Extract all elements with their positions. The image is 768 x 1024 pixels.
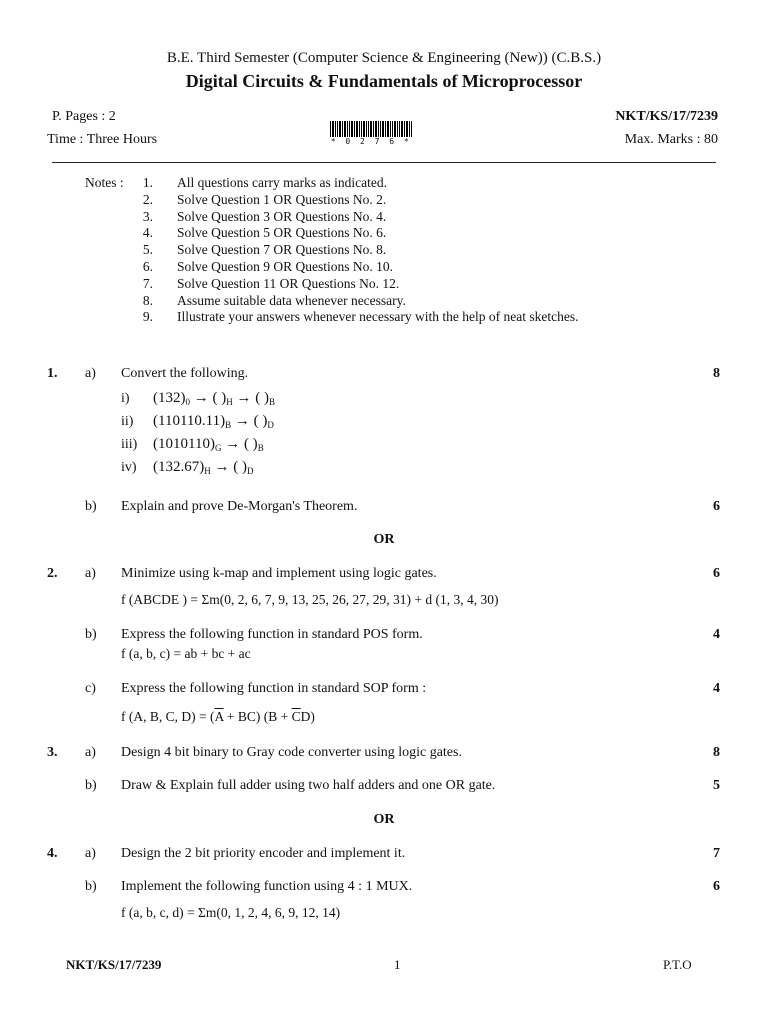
conversion-expression: $(110110.11)_B$ → ( )$_D$ [153,413,274,430]
note-text: Solve Question 11 OR Questions No. 12. [177,275,400,291]
q4a-label: a) [85,846,96,861]
q1b-label: b) [85,499,97,514]
header-divider [52,162,716,163]
note-number: 7. [142,275,153,291]
question-1-number: 1. [47,366,58,381]
q1b-text: Explain and prove De-Morgan's Theorem. [121,499,358,514]
note-number: 1. [142,175,153,190]
note-number: 2. [142,191,153,207]
q1a-text: Convert the following. [121,366,249,381]
question-4-number: 4. [47,846,58,861]
q4a-marks: 7 [713,846,720,861]
note-number: 5. [142,242,153,258]
q2a-expression: f (ABCDE ) = Σm(0, 2, 6, 7, 9, 13, 25, 26, 27, 29, 31) + d (1, 3, 4, 30) [121,592,499,607]
q3b-text: Draw & Explain full adder using two half adders and one OR gate. [121,778,496,793]
q3a-marks: 8 [713,745,720,760]
footer-code: NKT/KS/17/7239 [66,957,162,972]
conversion-expression: $(132.67)_H$ → ( )$_D$ [153,459,254,476]
q2b-text: Express the following function in standard POS form. [121,627,423,642]
paper-code: NKT/KS/17/7239 [615,109,718,124]
q4b-expression: f (a, b, c, d) = Σm(0, 1, 2, 4, 6, 9, 12, 14) [121,905,341,920]
note-number: 3. [142,208,153,224]
q2c-text: Express the following function in standard SOP form : [121,681,427,696]
max-marks: Max. Marks : 80 [624,132,718,147]
note-number: 8. [142,292,153,308]
q1a-marks: 8 [713,366,720,381]
conversion-label: iii) [121,437,138,452]
q2b-expression: f (a, b, c) = ab + bc + ac [121,646,251,661]
q2b-label: b) [85,627,97,642]
q4b-label: b) [85,879,97,894]
question-2-number: 2. [47,566,58,581]
note-text: Illustrate your answers whenever necessary with the help of neat sketches. [177,309,579,325]
q3b-marks: 5 [713,778,720,793]
conversion-expression: $(132)_0$ → ( )$_H$ → ( )$_B$ [153,390,276,407]
q4a-text: Design the 2 bit priority encoder and implement it. [121,846,406,861]
course-line: B.E. Third Semester (Computer Science & Engineering (New)) (C.B.S.) [166,50,602,66]
note-text: Solve Question 3 OR Questions No. 4. [177,208,387,224]
conversion-label: ii) [121,414,134,429]
q2a-label: a) [85,566,96,581]
q2c-expression: f (A, B, C, $D) = (\overline{A} + BC) (B + \overline{C}D)$ [121,709,315,724]
conversion-label: iv) [121,460,137,475]
q1b-marks: 6 [713,499,720,514]
note-number: 9. [142,309,153,325]
footer-page-number: 1 [394,957,401,972]
note-text: Solve Question 9 OR Questions No. 10. [177,259,393,274]
q2b-marks: 4 [713,627,720,642]
barcode-image [330,121,412,137]
q2a-marks: 6 [713,566,720,581]
q4b-marks: 6 [713,879,720,894]
note-number: 6. [142,259,153,274]
subject-title: Digital Circuits & Fundamentals of Microprocessor [185,71,583,91]
q3b-label: b) [85,778,97,793]
or-separator-1: OR [373,532,395,547]
or-separator-2: OR [373,812,395,827]
q2c-label: c) [85,681,96,696]
note-text: All questions carry marks as indicated. [177,175,387,190]
q4b-text: Implement the following function using 4 : 1 MUX. [121,879,413,894]
note-text: Solve Question 5 OR Questions No. 6. [177,225,387,241]
footer-pto: P.T.O [663,957,692,972]
conversion-label: i) [121,391,130,406]
q1a-label: a) [85,366,96,381]
time-label: Time : Three Hours [47,132,158,147]
q3a-label: a) [85,745,96,760]
notes-label: Notes : [85,175,124,190]
note-text: Solve Question 1 OR Questions No. 2. [177,191,387,207]
note-text: Assume suitable data whenever necessary. [177,292,406,308]
conversion-expression: $(1010110)_G$ → ( )$_B$ [153,436,264,453]
barcode-number: * 0 2 7 6 * [330,137,412,146]
q2a-text: Minimize using k-map and implement using logic gates. [121,566,437,581]
note-number: 4. [142,225,153,241]
pages-count: P. Pages : 2 [52,109,116,124]
q2c-marks: 4 [713,681,720,696]
q3a-text: Design 4 bit binary to Gray code converter using logic gates. [121,745,462,760]
question-3-number: 3. [47,745,58,760]
note-text: Solve Question 7 OR Questions No. 8. [177,242,387,258]
